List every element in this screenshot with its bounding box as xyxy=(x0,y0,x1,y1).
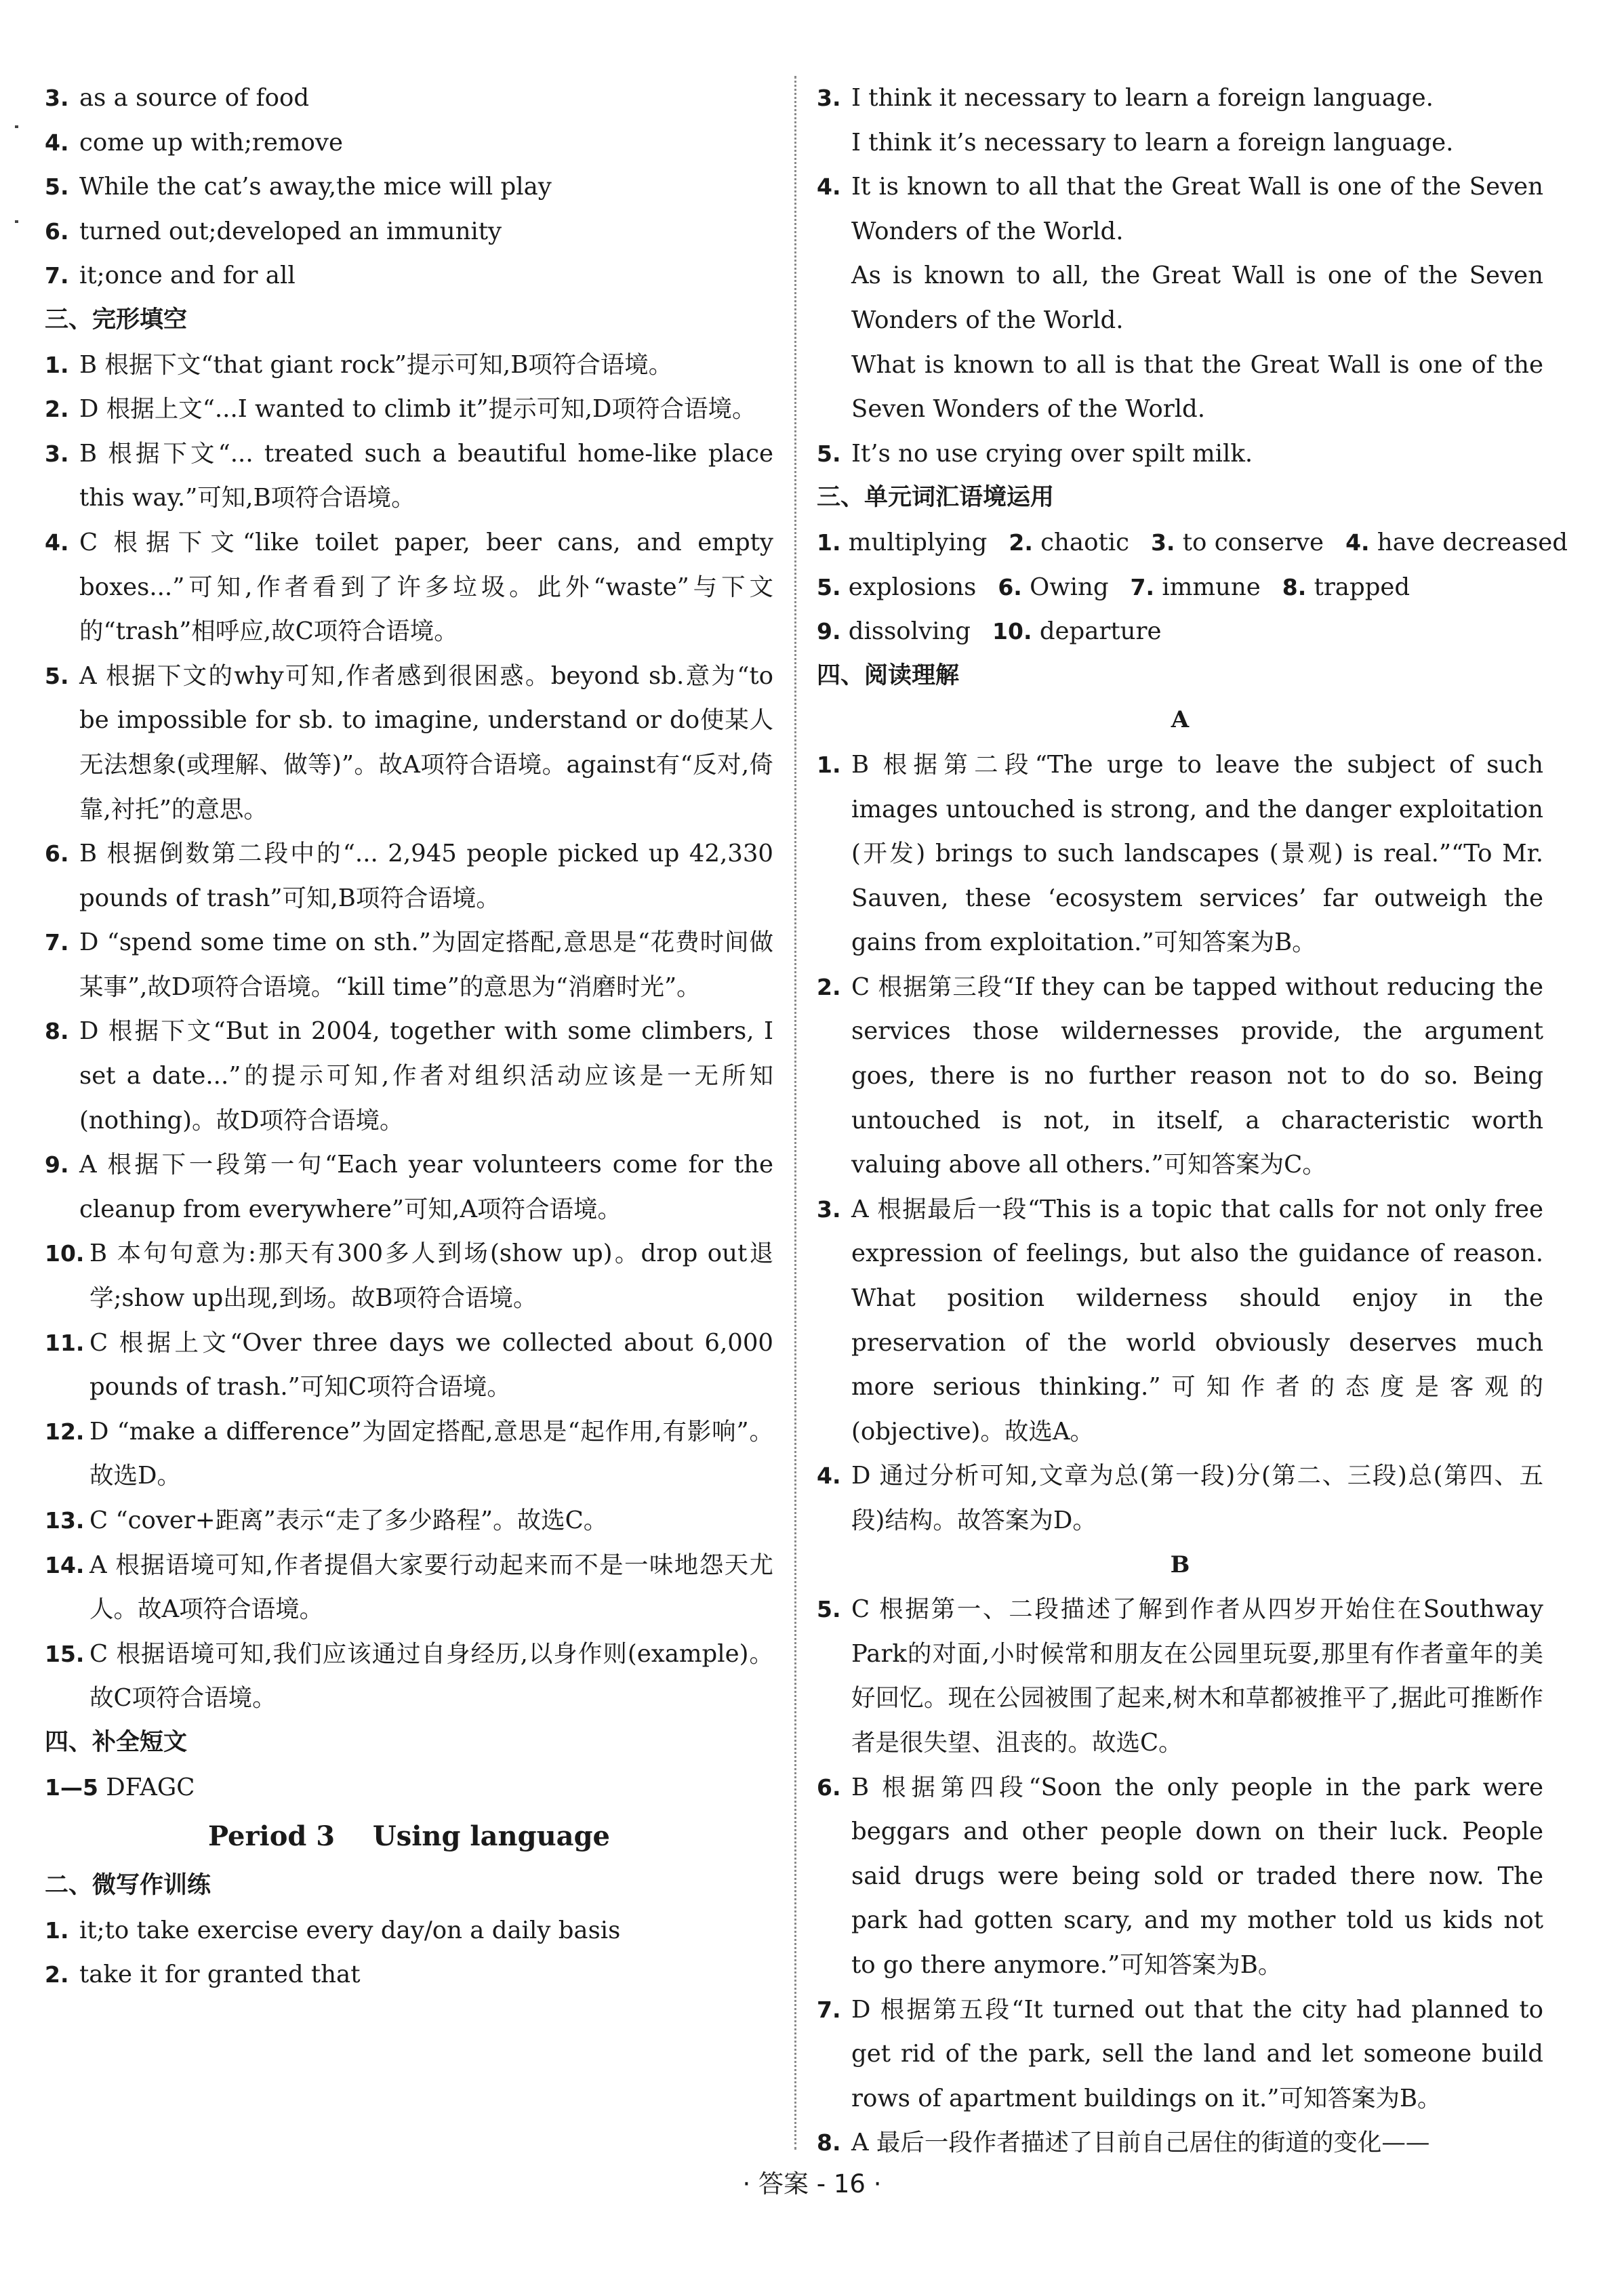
column-divider xyxy=(794,76,796,2150)
answer-item: 10. B 本句句意为:那天有300多人到场(show up)。drop out退学;show up出现,到场。故B项符合语境。 xyxy=(45,1240,773,1313)
answer-item: 8. A 最后一段作者描述了目前自己居住的街道的变化—— xyxy=(817,2129,1430,2157)
answer-item: 1. it;to take exercise every day/on a daily basis xyxy=(45,1916,621,1944)
answer-item: 2. take it for granted that xyxy=(45,1961,361,1989)
section-heading-writing: 二、微写作训练 xyxy=(45,1872,211,1900)
vocab-answer: 10. departure xyxy=(992,617,1162,646)
scan-mark xyxy=(15,220,18,223)
answer-item: 4. It is known to all that the Great Wall is one of the Seven Wonders of the World. xyxy=(817,173,1543,245)
answer-item: 5. It’s no use crying over spilt milk. xyxy=(817,439,1253,468)
answer-item: 15. C 根据语境可知,我们应该通过自身经历,以身作则(example)。故C项符合语境。 xyxy=(45,1639,773,1713)
list-item: 4. come up with;remove xyxy=(45,128,343,157)
vocab-answer: 5. explosions xyxy=(817,573,977,601)
section-heading-vocab: 三、单元词汇语境运用 xyxy=(817,484,1055,512)
answer-item: 3. B 根据下文“... treated such a beautiful home-like place this way.”可知,B项符合语境。 xyxy=(45,439,773,512)
answer-item: 13. C “cover+距离”表示“走了多少路程”。故选C。 xyxy=(45,1507,608,1534)
answer-item: 3. A 根据最后一段“This is a topic that calls for not only free expression of feelings, but also the guidance of reason. What position wilderness should enjoy in the preservation of the world obviously deserves much more serious thinking.”可知作者的态度是客观的(objective)。故选A。 xyxy=(817,1195,1543,1446)
answer-item: 7. D 根据第五段“It turned out that the city had planned to get rid of the park, sell the land and let someone build rows of apartment buildings on it.”可知答案为B。 xyxy=(817,1995,1543,2112)
answer-item: 7. D “spend some time on sth.”为固定搭配,意思是“花费时间做某事”,故D项符合语境。“kill time”的意思为“消磨时光”。 xyxy=(45,928,773,1001)
scan-mark xyxy=(15,125,18,128)
right-column xyxy=(817,76,1568,2165)
answer-item: 11. C 根据上文“Over three days we collected about 6,000 pounds of trash.”可知C项符合语境。 xyxy=(45,1328,773,1402)
answer-item: 2. D 根据上文“...I wanted to climb it”提示可知,D项符合语境。 xyxy=(45,395,756,424)
answer-line: What is known to all is that the Great Wall is one of the Seven Wonders of the World. xyxy=(851,350,1543,424)
list-item: 5. While the cat’s away,the mice will play xyxy=(45,173,552,201)
vocab-answer: 6. Owing xyxy=(998,573,1109,601)
answer-item: 8. D 根据下文“But in 2004, together with some climbers, I set a date...”的提示可知,作者对组织活动应该是一无所知(nothing)。故D项符合语境。 xyxy=(45,1017,773,1134)
vocab-answer: 4. have decreased xyxy=(1345,528,1568,556)
answer-item: 3. I think it necessary to learn a foreign language. xyxy=(817,84,1434,112)
vocab-answer: 3. to conserve xyxy=(1150,528,1324,556)
answer-item: 2. C 根据第三段“If they can be tapped without reducing the services those wildernesses provide, the argument goes, there is no further reason not to do so. Being untouched is not, in itself, a characteristic worth valuing above all others.”可知答案为C。 xyxy=(817,973,1543,1179)
vocab-answer: 8. trapped xyxy=(1282,573,1410,601)
vocab-answer: 2. chaotic xyxy=(1009,528,1129,556)
list-item: 6. turned out;developed an immunity xyxy=(45,217,502,245)
answer-item: 12. D “make a difference”为固定搭配,意思是“起作用,有影响”。故选D。 xyxy=(45,1417,773,1490)
answer-line: As is known to all, the Great Wall is one of the Seven Wonders of the World. xyxy=(851,262,1543,334)
left-column xyxy=(45,76,773,1997)
list-item: 3. as a source of food xyxy=(45,84,310,112)
answer-item: 4. C 根据下文“like toilet paper, beer cans, and empty boxes...”可知,作者看到了许多垃圾。此外“waste”与下文的“trash”相呼应,故C项符合语境。 xyxy=(45,528,773,646)
answer-item: 6. B 根据第四段“Soon the only people in the park were beggars and other people down on their luck. People said drugs were being sold or traded there now. The park had gotten scary, and my mother told us kids not to go there anymore.”可知答案为B。 xyxy=(817,1773,1543,1979)
section-heading-reading: 四、阅读理解 xyxy=(817,661,960,689)
vocab-answer: 9. dissolving xyxy=(817,617,971,646)
answer-item: 6. B 根据倒数第二段中的“... 2,945 people picked up 42,330 pounds of trash”可知,B项符合语境。 xyxy=(45,840,773,912)
complete-answer: 1—5 DFAGC xyxy=(45,1773,195,1801)
answer-item: 9. A 根据下一段第一句“Each year volunteers come for the cleanup from everywhere”可知,A项符合语境。 xyxy=(45,1151,773,1223)
period-title: Period 3 Using language xyxy=(208,1820,610,1853)
answer-item: 4. D 通过分析可知,文章为总(第一段)分(第二、三段)总(第四、五段)结构。故答案为D。 xyxy=(817,1462,1543,1534)
vocab-row xyxy=(817,565,1543,610)
vocab-answer: 7. immune xyxy=(1130,573,1261,601)
answer-item: 14. A 根据语境可知,作者提倡大家要行动起来而不是一味地怨天尤人。故A项符合语境。 xyxy=(45,1551,773,1624)
list-item: 7. it;once and for all xyxy=(45,262,296,290)
answer-item: 5. A 根据下文的why可知,作者感到很困惑。beyond sb.意为“to be impossible for sb. to imagine, understand or do使某人无法想象(或理解、做等)”。故A项符合语境。against有“反对,倚靠,衬托”的意思。 xyxy=(45,661,773,823)
vocab-row xyxy=(817,609,1543,654)
section-heading-complete: 四、补全短文 xyxy=(45,1728,188,1756)
vocab-row xyxy=(817,520,1568,565)
section-heading-cloze: 三、完形填空 xyxy=(45,306,188,333)
answer-item: 1. B 根据第二段“The urge to leave the subject of such images untouched is strong, and the danger exploitation (开发) brings to such landscapes (景观) is real.”“To Mr. Sauven, these ‘ecosystem services’ far outweigh the gains from exploitation.”可知答案为B。 xyxy=(817,750,1543,957)
answer-item: 1. B 根据下文“that giant rock”提示可知,B项符合语境。 xyxy=(45,350,673,379)
page-footer: · 答案 - 16 · xyxy=(742,2169,882,2198)
answer-line: I think it’s necessary to learn a foreign language. xyxy=(851,128,1454,157)
passage-label-a: A xyxy=(1171,706,1190,734)
answer-item: 5. C 根据第一、二段描述了解到作者从四岁开始住在Southway Park的对面,小时候常和朋友在公园里玩耍,那里有作者童年的美好回忆。现在公园被围了起来,树木和草都被推平了,据此可推断作者是很失望、沮丧的。故选C。 xyxy=(817,1595,1543,1757)
vocab-answer: 1. multiplying xyxy=(817,528,988,556)
passage-label-b: B xyxy=(1170,1551,1190,1578)
